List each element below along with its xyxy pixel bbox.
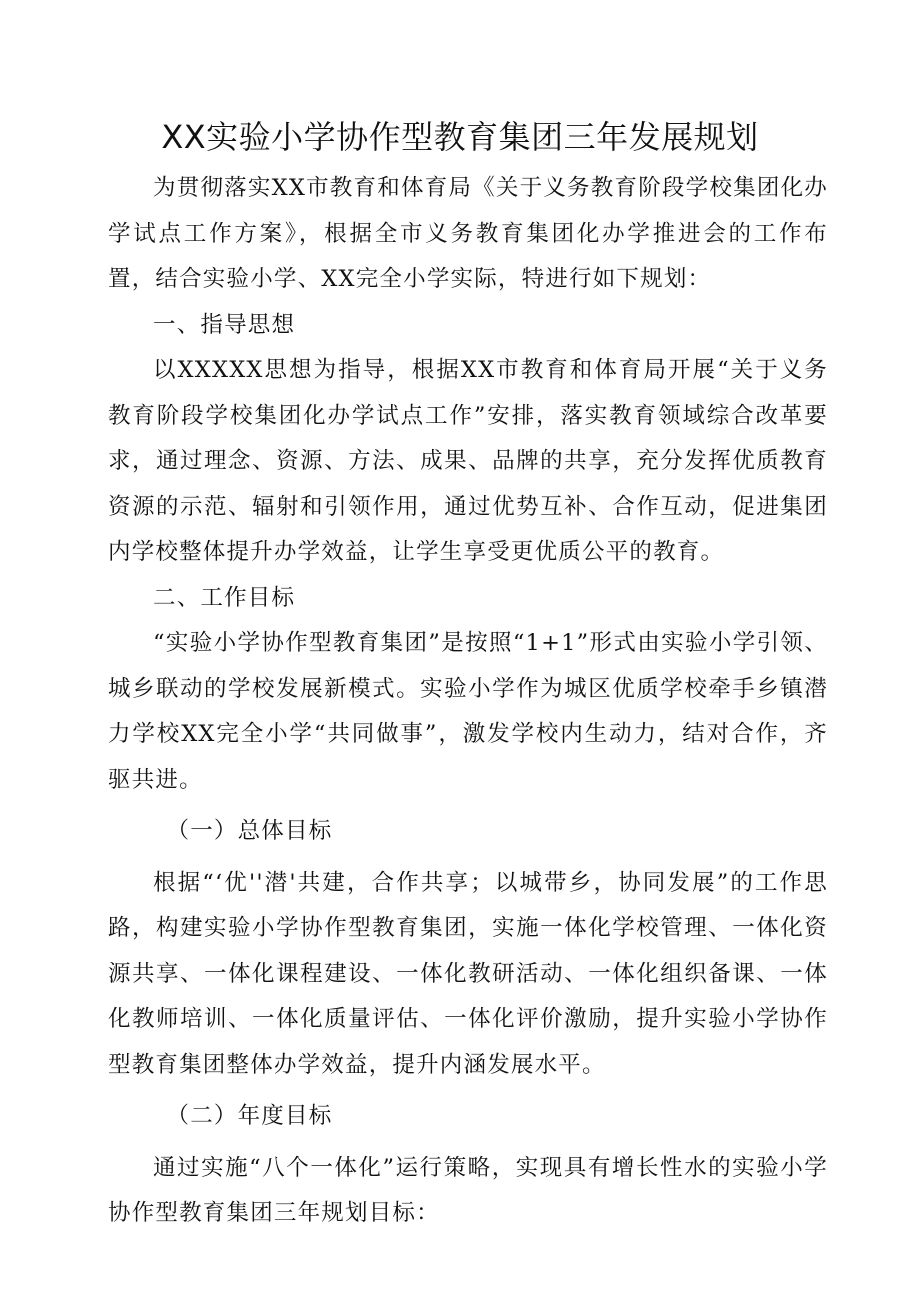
section-heading-work-goals: 二、工作目标: [153, 584, 296, 611]
subsection-paragraph-annual-goals: 通过实施“八个一体化”运行策略，实现具有增长性水的实验小学协作型教育集团三年规划目标：: [108, 1154, 828, 1226]
document-title: XX实验小学协作型教育集团三年发展规划: [161, 118, 759, 156]
subsection-heading-overall-goals: （一）总体目标: [166, 818, 333, 844]
document-body: [108, 166, 828, 1237]
section-paragraph-guiding-ideology: 以XXXXX思想为指导，根据XX市教育和体育局开展“关于义务教育阶段学校集团化办学试点工作”安排，落实教育领域综合改革要求，通过理念、资源、方法、成果、品牌的共享，充分发挥优质教育资源的示范、辐射和引领作用，通过优势互补、合作互动，促进集团内学校整体提升办学效益，让学生享受更优质公平的教育。: [108, 357, 828, 565]
section-paragraph-work-goals: “实验小学协作型教育集团”是按照“1+1”形式由实验小学引领、城乡联动的学校发展新模式。实验小学作为城区优质学校牵手乡镇潜力学校XX完全小学“共同做事”，激发学校内生动力，结对合作，齐驱共进。: [108, 630, 828, 793]
subsection-heading-annual-goals: （二）年度目标: [166, 1103, 333, 1129]
intro-paragraph: 为贯彻落实XX市教育和体育局《关于义务教育阶段学校集团化办学试点工作方案》，根据全市义务教育集团化办学推进会的工作布置，结合实验小学、XX完全小学实际，特进行如下规划：: [108, 175, 828, 292]
subsection-paragraph-overall-goals: 根据“‘优''潜'共建，合作共享；以城带乡，协同发展”的工作思路，构建实验小学协作型教育集团，实施一体化学校管理、一体化资源共享、一体化课程建设、一体化教研活动、一体化组织备课、一体化教师培训、一体化质量评估、一体化评价激励，提升实验小学协作型教育集团整体办学效益，提升内涵发展水平。: [108, 869, 828, 1078]
section-heading-guiding-ideology: 一、指导思想: [153, 311, 296, 338]
